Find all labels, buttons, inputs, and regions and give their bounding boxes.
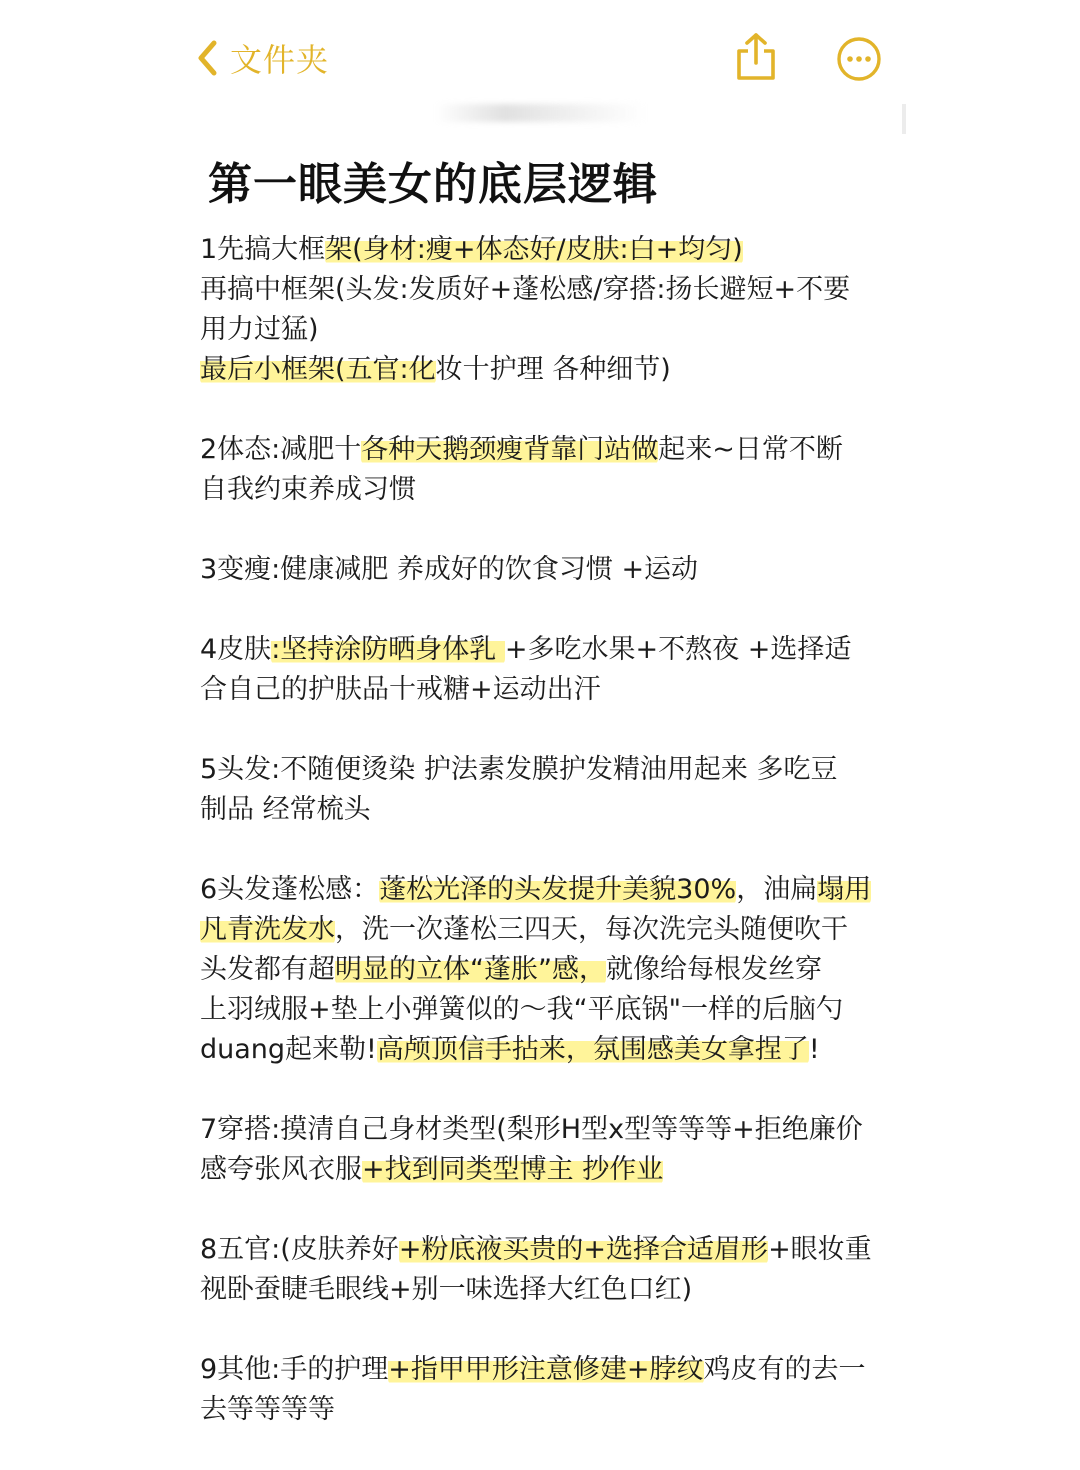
text-segment: 7穿搭:摸清自己身材类型(梨形H型x型等等等+拒绝廉价 bbox=[200, 1114, 863, 1145]
note-line bbox=[200, 430, 920, 470]
highlighted-text: 塌用 bbox=[817, 874, 872, 905]
text-segment: 4皮肤 bbox=[200, 634, 272, 665]
text-segment: 上羽绒服+垫上小弹簧似的～我“平底锅"一样的后脑勺 bbox=[200, 994, 844, 1025]
highlighted-text: 最后小框架(五官:化 bbox=[200, 354, 436, 385]
text-segment: 自我约束养成习惯 bbox=[200, 474, 416, 505]
highlighted-text: +找到同类型博主 抄作业 bbox=[362, 1154, 664, 1185]
chevron-left-icon bbox=[196, 39, 218, 77]
text-segment: 去等等等等 bbox=[200, 1394, 335, 1425]
text-segment: ，油扁 bbox=[736, 874, 818, 905]
text-segment: 合自己的护肤品十戒糖+运动出汗 bbox=[200, 674, 601, 705]
note-line bbox=[200, 1270, 920, 1310]
text-segment: 妆十护理 各种细节) bbox=[435, 354, 671, 385]
highlighted-text: 凡青洗发水 bbox=[200, 914, 335, 945]
note-line bbox=[200, 230, 920, 270]
back-button-label: 文件夹 bbox=[230, 41, 330, 79]
note-line bbox=[200, 790, 920, 830]
note-line bbox=[200, 1110, 920, 1150]
text-segment: ! bbox=[808, 1034, 820, 1065]
note-paragraph bbox=[200, 870, 920, 1070]
note-line bbox=[200, 670, 920, 710]
note-line bbox=[200, 1390, 920, 1430]
more-icon[interactable] bbox=[836, 36, 882, 82]
note-line bbox=[200, 630, 920, 670]
note-line bbox=[200, 310, 920, 350]
note-paragraph bbox=[200, 1110, 920, 1190]
note-paragraph bbox=[200, 1350, 920, 1430]
text-segment: 再搞中框架(头发:发质好+蓬松感/穿搭:扬长避短+不要 bbox=[200, 274, 851, 305]
highlighted-text: :坚持涂防晒身体乳 bbox=[271, 634, 505, 665]
text-segment: 鸡皮有的去一 bbox=[703, 1354, 866, 1385]
text-segment: 感夸张风衣服 bbox=[200, 1154, 362, 1185]
note-paragraph bbox=[200, 1230, 920, 1310]
text-segment: 2体态:减肥十 bbox=[200, 434, 362, 465]
text-segment: 6头发蓬松感： bbox=[200, 874, 380, 905]
text-segment: 1先搞大框 bbox=[200, 234, 326, 265]
note-line bbox=[200, 750, 920, 790]
highlighted-text: 蓬松光泽的头发提升美貌30% bbox=[379, 874, 737, 905]
note-line bbox=[200, 1150, 920, 1190]
highlighted-text: 各种天鹅颈瘦背靠门站做 bbox=[361, 434, 659, 465]
text-segment: ，洗一次蓬松三四天，每次洗完头随便吹干 bbox=[335, 914, 848, 945]
note-line bbox=[200, 350, 920, 390]
note-paragraph bbox=[200, 550, 920, 590]
back-button[interactable] bbox=[196, 34, 329, 82]
highlighted-text: 架(身材:瘦+体态好/皮肤:白+均匀) bbox=[325, 234, 743, 265]
note-paragraph bbox=[200, 750, 920, 830]
scroll-indicator bbox=[902, 104, 906, 134]
note-line bbox=[200, 990, 920, 1030]
note-line bbox=[200, 270, 920, 310]
note-line bbox=[200, 950, 920, 990]
note-paragraph bbox=[200, 630, 920, 710]
share-icon[interactable] bbox=[734, 32, 778, 82]
note-line bbox=[200, 470, 920, 510]
note-paragraph bbox=[200, 430, 920, 510]
text-segment: 5头发:不随便烫染 护法素发膜护发精油用起来 多吃豆 bbox=[200, 754, 838, 785]
navigation-bar bbox=[0, 0, 1080, 110]
highlighted-text: 明显的立体“蓬胀”感， bbox=[335, 954, 606, 985]
note-body[interactable] bbox=[200, 230, 920, 1470]
text-segment: 3变瘦:健康减肥 养成好的饮食习惯 +运动 bbox=[200, 554, 699, 585]
highlighted-text: +指甲甲形注意修建+脖纹 bbox=[388, 1354, 704, 1385]
highlighted-text: +粉底液买贵的+选择合适眉形 bbox=[398, 1234, 769, 1265]
note-paragraph bbox=[200, 230, 920, 390]
text-segment: +眼妆重 bbox=[768, 1234, 872, 1265]
text-segment: 制品 经常梳头 bbox=[200, 794, 371, 825]
note-title: 第一眼美女的底层逻辑 bbox=[208, 159, 658, 210]
text-segment: 就像给每根发丝穿 bbox=[605, 954, 822, 985]
blurred-header-text bbox=[436, 104, 646, 122]
note-line bbox=[200, 1030, 920, 1070]
text-segment: 起来~日常不断 bbox=[658, 434, 843, 465]
highlighted-text: 高颅顶信手拈来，氛围感美女拿捏了 bbox=[376, 1034, 809, 1065]
text-segment: 9其他:手的护理 bbox=[200, 1354, 389, 1385]
text-segment: 用力过猛) bbox=[200, 314, 319, 345]
text-segment: +多吃水果+不熬夜 +选择适 bbox=[504, 634, 852, 665]
text-segment: 8五官:(皮肤养好 bbox=[200, 1234, 399, 1265]
text-segment: 头发都有超 bbox=[200, 954, 335, 985]
note-line bbox=[200, 870, 920, 910]
note-line bbox=[200, 910, 920, 950]
note-line bbox=[200, 550, 920, 590]
note-line bbox=[200, 1230, 920, 1270]
text-segment: duang起来勒! bbox=[200, 1034, 377, 1065]
note-line bbox=[200, 1350, 920, 1390]
text-segment: 视卧蚕睫毛眼线+别一味选择大红色口红) bbox=[200, 1274, 693, 1305]
